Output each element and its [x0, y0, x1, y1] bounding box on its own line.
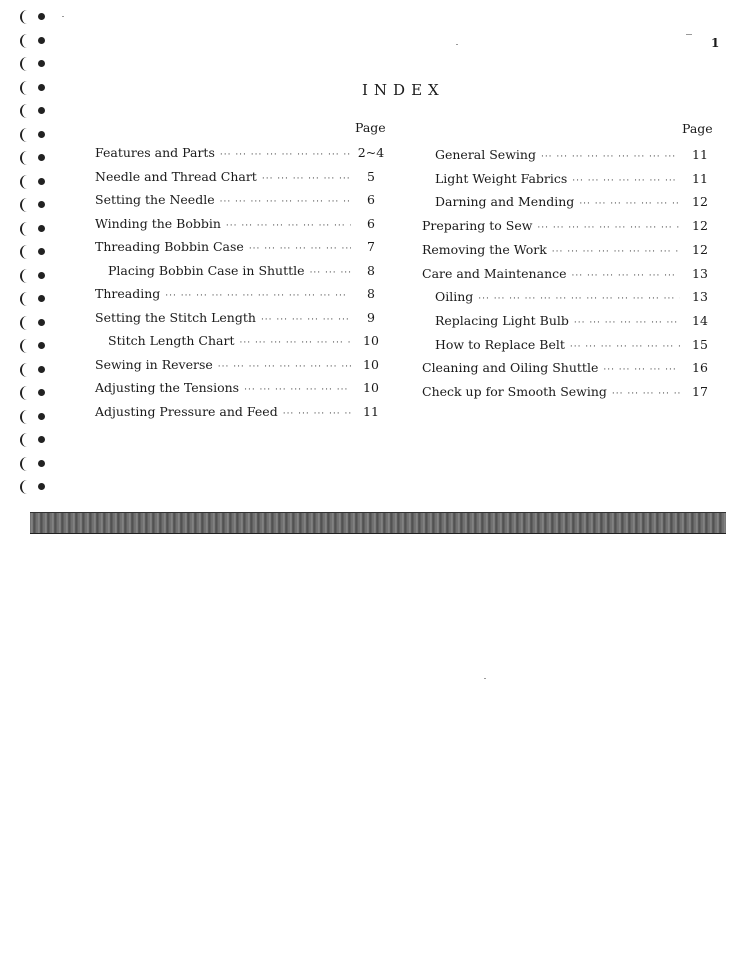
spiral-ring [18, 198, 50, 212]
index-entry-page: 10 [363, 356, 379, 372]
index-entry-page: 9 [367, 309, 375, 325]
spiral-ring [18, 81, 50, 95]
page-column-header: Page [355, 120, 386, 135]
index-entry-page: 14 [692, 312, 708, 328]
index-entry-label: Light Weight Fabrics [435, 170, 568, 186]
spiral-hook [20, 151, 32, 165]
spiral-hook [20, 433, 32, 447]
spiral-hole [38, 37, 45, 44]
spiral-hook [20, 104, 32, 118]
dot-leader [574, 318, 680, 328]
scan-speck [686, 34, 692, 35]
page-column-header: Page [682, 121, 713, 136]
index-entry-label: Placing Bobbin Case in Shuttle [108, 262, 305, 278]
index-entry [95, 310, 385, 326]
index-entry-label: Adjusting the Tensions [95, 380, 240, 395]
dot-leader [244, 385, 351, 395]
spiral-hook [20, 363, 32, 377]
dot-leader [603, 365, 680, 375]
index-entry-page: 5 [367, 168, 375, 184]
index-entry [422, 242, 714, 258]
index-entry-page: 12 [692, 241, 708, 257]
spiral-hook [20, 10, 32, 24]
index-entry-label: Threading [95, 286, 161, 301]
spiral-hook [20, 269, 32, 283]
spiral-hole [38, 295, 45, 302]
spiral-hook [20, 128, 32, 142]
index-entry-label: Needle and Thread Chart [95, 168, 257, 184]
index-entry-page: 12 [692, 218, 708, 234]
index-entry [95, 357, 385, 373]
dot-leader [572, 176, 680, 186]
index-entry-label: Threading Bobbin Case [95, 239, 244, 254]
index-entry-label: Stitch Length Chart [108, 333, 235, 348]
index-entry-page: 12 [692, 194, 708, 210]
spiral-hole [38, 413, 45, 420]
index-entry [95, 145, 385, 161]
index-entry-label: General Sewing [435, 147, 536, 162]
spiral-hole [38, 248, 45, 255]
index-entry-label: Check up for Smooth Sewing [422, 384, 607, 399]
spiral-hole [38, 272, 45, 279]
spiral-hole [38, 13, 45, 20]
index-entry-label: Features and Parts [95, 145, 215, 160]
dot-leader [552, 247, 680, 257]
spiral-hole [38, 107, 45, 114]
index-entry-label: Darning and Mending [435, 194, 575, 210]
index-entry [95, 169, 385, 185]
index-entry-page: 11 [363, 403, 379, 419]
index-entry [95, 404, 385, 420]
index-entry-page: 7 [367, 239, 375, 254]
index-entry-label: Removing the Work [422, 241, 547, 257]
index-entry-page: 17 [692, 384, 708, 399]
spiral-hole [38, 154, 45, 161]
index-entry-label: Oiling [435, 289, 474, 305]
index-entry [422, 313, 714, 329]
spiral-ring [18, 104, 50, 118]
index-entry [422, 266, 714, 282]
page-title: INDEX [362, 81, 445, 99]
spiral-hole [38, 389, 45, 396]
spiral-hook [20, 339, 32, 353]
spiral-hole [38, 460, 45, 467]
spiral-hole [38, 366, 45, 373]
spiral-hole [38, 201, 45, 208]
index-entry-page: 8 [367, 286, 375, 301]
index-entry-label: Adjusting Pressure and Feed [95, 403, 278, 419]
index-entry [422, 218, 714, 234]
spiral-hook [20, 198, 32, 212]
index-entry-page: 11 [692, 147, 708, 162]
index-entry-page: 10 [363, 333, 379, 348]
index-entry [95, 380, 385, 396]
index-entry [422, 171, 714, 187]
spiral-hole [38, 225, 45, 232]
scan-speck [484, 678, 486, 679]
index-entry-page: 16 [692, 360, 708, 376]
spiral-hook [20, 457, 32, 471]
index-entry-label: Setting the Needle [95, 192, 215, 207]
dot-leader [572, 271, 680, 281]
dot-leader [218, 362, 351, 372]
dot-leader [261, 315, 351, 325]
dot-leader [226, 221, 351, 231]
index-entry-label: How to Replace Belt [435, 336, 565, 352]
index-entry [95, 263, 385, 279]
index-entry [422, 384, 714, 400]
spiral-ring [18, 480, 50, 494]
dot-leader [283, 409, 351, 419]
spiral-hole [38, 178, 45, 185]
index-entry-label: Replacing Light Bulb [435, 312, 569, 328]
spiral-ring [18, 57, 50, 71]
index-entry [95, 192, 385, 208]
dot-leader [310, 268, 351, 278]
index-entry [422, 360, 714, 376]
scan-speck [62, 16, 64, 17]
index-entry-page: 8 [367, 262, 375, 278]
spiral-ring [18, 245, 50, 259]
index-entry [95, 239, 385, 255]
index-entry-label: Setting the Stitch Length [95, 309, 256, 325]
spiral-hook [20, 222, 32, 236]
index-entry-page: 13 [692, 265, 708, 281]
spiral-ring [18, 10, 50, 24]
spiral-ring [18, 269, 50, 283]
index-entry-label: Winding the Bobbin [95, 215, 221, 231]
spiral-hole [38, 60, 45, 67]
spiral-ring [18, 222, 50, 236]
index-entry [95, 286, 385, 302]
spiral-ring [18, 386, 50, 400]
scan-speck [456, 44, 458, 45]
dot-leader [262, 174, 351, 184]
spiral-hole [38, 342, 45, 349]
spiral-hook [20, 175, 32, 189]
index-entry-label: Care and Maintenance [422, 265, 567, 281]
spiral-ring [18, 292, 50, 306]
spiral-hook [20, 34, 32, 48]
spiral-ring [18, 128, 50, 142]
index-entry [422, 289, 714, 305]
index-entry-label: Cleaning and Oiling Shuttle [422, 360, 599, 376]
dot-leader [220, 150, 351, 160]
spiral-hole [38, 131, 45, 138]
spiral-hook [20, 480, 32, 494]
spiral-hook [20, 316, 32, 330]
spiral-hook [20, 245, 32, 259]
spiral-hook [20, 57, 32, 71]
spiral-hook [20, 81, 32, 95]
spiral-hook [20, 410, 32, 424]
dot-leader [220, 197, 351, 207]
spiral-ring [18, 410, 50, 424]
index-entry-page: 2~4 [357, 145, 385, 160]
index-entry [95, 333, 385, 349]
index-entry-page: 6 [367, 215, 375, 231]
spiral-ring [18, 339, 50, 353]
spiral-ring [18, 363, 50, 377]
spiral-hook [20, 292, 32, 306]
dot-leader [249, 244, 351, 254]
dot-leader [478, 294, 680, 304]
index-entry-page: 15 [692, 336, 708, 352]
dot-leader [537, 223, 680, 233]
index-entry-label: Sewing in Reverse [95, 356, 213, 372]
index-entry [422, 147, 714, 163]
dot-leader [541, 152, 680, 162]
index-entry [422, 337, 714, 353]
index-entry-page: 6 [367, 192, 375, 207]
dot-leader [240, 338, 352, 348]
spiral-hole [38, 84, 45, 91]
index-entry-label: Preparing to Sew [422, 218, 533, 234]
dot-leader [570, 342, 680, 352]
dot-leader [612, 389, 680, 399]
spiral-hole [38, 483, 45, 490]
spiral-ring [18, 433, 50, 447]
spiral-ring [18, 151, 50, 165]
spiral-hole [38, 319, 45, 326]
dot-leader [579, 199, 680, 209]
spiral-ring [18, 457, 50, 471]
dot-leader [165, 291, 351, 301]
page-number: 1 [711, 36, 720, 50]
spiral-binding-icon [18, 10, 58, 510]
index-entry [95, 216, 385, 232]
spiral-ring [18, 175, 50, 189]
index-entry-page: 10 [363, 380, 379, 395]
spiral-ring [18, 316, 50, 330]
spiral-hook [20, 386, 32, 400]
spiral-hole [38, 436, 45, 443]
spiral-ring [18, 34, 50, 48]
index-entry [422, 194, 714, 210]
index-entry-page: 11 [692, 170, 708, 186]
index-entry-page: 13 [692, 289, 708, 305]
binding-strip [30, 512, 726, 534]
